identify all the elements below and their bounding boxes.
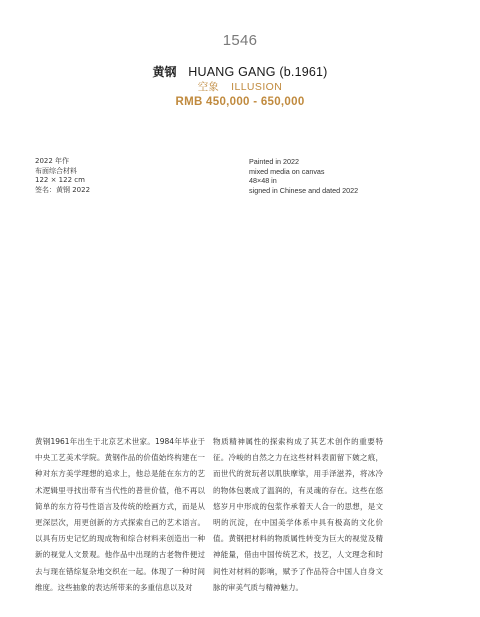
artist-heading xyxy=(0,63,480,80)
essay-column-left: 黄钢1961年出生于北京艺术世家。1984年毕业于中央工艺美术学院。黄钢作品的价值始终构建在一种对东方美学理想的追求上，他总是能在东方的艺术逻辑里寻找出带有当代性的普世价值，他不再以简单的东方符号性语言及传统的绘画方式，而是从更深层次，用更创新的方式探索自己的艺术语言。以具有历史记忆的现成物和综合材料来创造出一种新的视觉人文景观。他作品中出现的古老物件便过去与现在错综复杂地交织在一起。体现了一种时间维度。这些抽象的表达所带来的多重信息以及对 xyxy=(35,437,205,592)
artwork-title-chinese: 空象 xyxy=(197,81,219,93)
artwork-title xyxy=(0,79,480,94)
artist-name-chinese: 黄钢 xyxy=(152,65,177,79)
essay-column-right: 物质精神属性的探索构成了其艺术创作的重要特征。冷峻的自然之力在这些材料表面留下皴之痕，而世代的赏玩者以肌肤摩挲，用手泽滋养，将冰冷的物体包裹成了温润的，有灵魂的存在。这些在悠悠岁月中形成的包浆作承着天人合一的思想，是文明的沉淀，在中国美学体系中具有极高的文化价值。黄钢把材料的物质属性转变为巨大的视觉及精神能量，借由中国传统艺术，技艺，人文理念和时间性对材料的影响，赋予了作品符合中国人自身文脉的审美气质与精神魅力。 xyxy=(213,437,383,592)
detail-medium-en: mixed media on canvas xyxy=(249,166,325,176)
price-estimate: RMB 450,000 - 650,000 xyxy=(175,96,305,108)
detail-dimensions-en: 48×48 in xyxy=(249,176,277,186)
artwork-details-english xyxy=(249,157,358,195)
artwork-details-chinese xyxy=(35,157,90,195)
detail-dimensions-cn: 122 × 122 cm xyxy=(35,176,85,185)
detail-date-cn: 2022 年作 xyxy=(35,157,70,165)
detail-medium-cn: 布面综合材料 xyxy=(35,166,77,175)
detail-signature-cn: 签名：黄钢 2022 xyxy=(35,185,91,194)
lot-number: 1546 xyxy=(222,32,258,49)
artist-name-english: HUANG GANG (b.1961) xyxy=(188,65,328,79)
artwork-title-english: ILLUSION xyxy=(231,81,283,93)
detail-signature-en: signed in Chinese and dated 2022 xyxy=(249,185,359,195)
detail-date-en: Painted in 2022 xyxy=(249,157,299,166)
